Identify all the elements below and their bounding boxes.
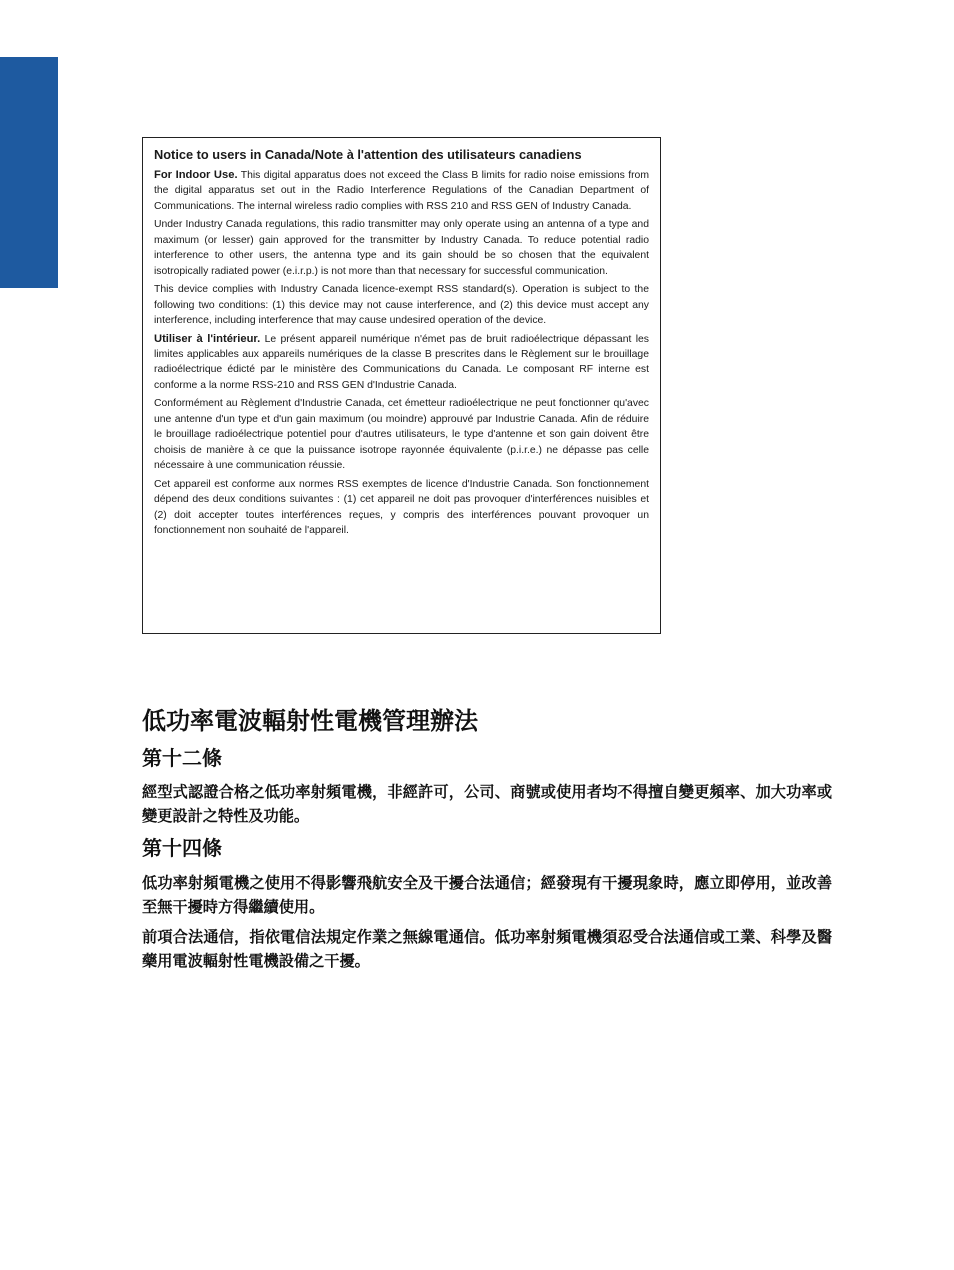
regulations-paragraph: Under Industry Canada regulations, this radio transmitter may only operate using an antenna of a type and maximum (or lesser) gain approved for the transmitter by Industry Canada. To reduce potential radio interference to other users, the antenna type and its gain should be so chosen that the equivalent isotropically radiated power (e.i.r.p.) is not more than that necessary for successful communication. <box>154 219 649 277</box>
chapter-side-tab <box>0 57 58 288</box>
canada-notice-title: Notice to users in Canada/Note à l'attention des utilisateurs canadiens <box>154 147 582 162</box>
indoor-use-heading: For Indoor Use. <box>154 169 238 181</box>
interior-use-text: Le présent appareil numérique n'émet pas de bruit radioélectrique dépassant les limites applicables aux appareils numériques de la classe B prescrites dans le Règlement sur le brouillage radioélectrique édicté par le ministère des Communications du Canada. Le composant RF interne est conforme a la norme RSS-210 and RSS GEN d'Industrie Canada. <box>154 333 649 391</box>
taiwan-notice-title: 低功率電波輻射性電機管理辦法 <box>142 707 478 735</box>
indoor-use-text: This digital apparatus does not exceed the Class B limits for radio noise emissions from the digital apparatus set out in the Radio Interference Regulations of the Canadian Department of Communications. The internal wireless radio complies with RSS 210 and RSS GEN of Industry Canada. <box>154 170 649 212</box>
article-12-heading: 第十二條 <box>142 746 222 770</box>
canada-notice-box <box>142 137 661 634</box>
indoor-use-paragraph <box>154 168 649 214</box>
conforme-paragraph: Cet appareil est conforme aux normes RSS exemptes de licence d'Industrie Canada. Son fonctionnement dépend des deux conditions suivantes : (1) cet appareil ne doit pas provoquer d'interférences nuisibles et (2) doit accepter toutes interférences reçues, y compris des interférences pouvant provoquer un fonctionnement non souhaité de l'appareil. <box>154 478 649 536</box>
article-14-text-1: 低功率射頻電機之使用不得影響飛航安全及干擾合法通信；經發現有干擾現象時，應立即停用，並改善至無干擾時方得繼續使用。 <box>142 874 832 916</box>
interior-use-heading: Utiliser à l'intérieur. <box>154 332 261 345</box>
reglement-paragraph: Conformément au Règlement d'Industrie Canada, cet émetteur radioélectrique ne peut fonctionner qu'avec une antenne d'un type et d'un gain maximum (ou moindre) approuvé par Industrie Canada. Afin de réduire le brouillage radioélectrique potentiel pour d'autres utilisateurs, le type d'antenne et son gain doivent être choisis de manière à ce que la puissance isotrope rayonnée équivalente (p.i.r.e.) ne dépasse pas celle nécessaire à une communication réussie. <box>154 398 649 472</box>
compliance-paragraph: This device complies with Industry Canada licence-exempt RSS standard(s). Operation is subject to the following two conditions: (1) this device may not cause interference, and (2) this device must accept any interference, including interference that may cause undesired operation of the device. <box>154 284 649 327</box>
article-12-text: 經型式認證合格之低功率射頻電機，非經許可，公司、商號或使用者均不得擅自變更頻率、加大功率或變更設計之特性及功能。 <box>142 783 832 825</box>
article-14-text-2: 前項合法通信，指依電信法規定作業之無線電通信。低功率射頻電機須忍受合法通信或工業、科學及醫藥用電波輻射性電機設備之干擾。 <box>142 928 832 970</box>
interior-use-paragraph <box>154 332 649 394</box>
article-14-heading: 第十四條 <box>142 836 222 860</box>
